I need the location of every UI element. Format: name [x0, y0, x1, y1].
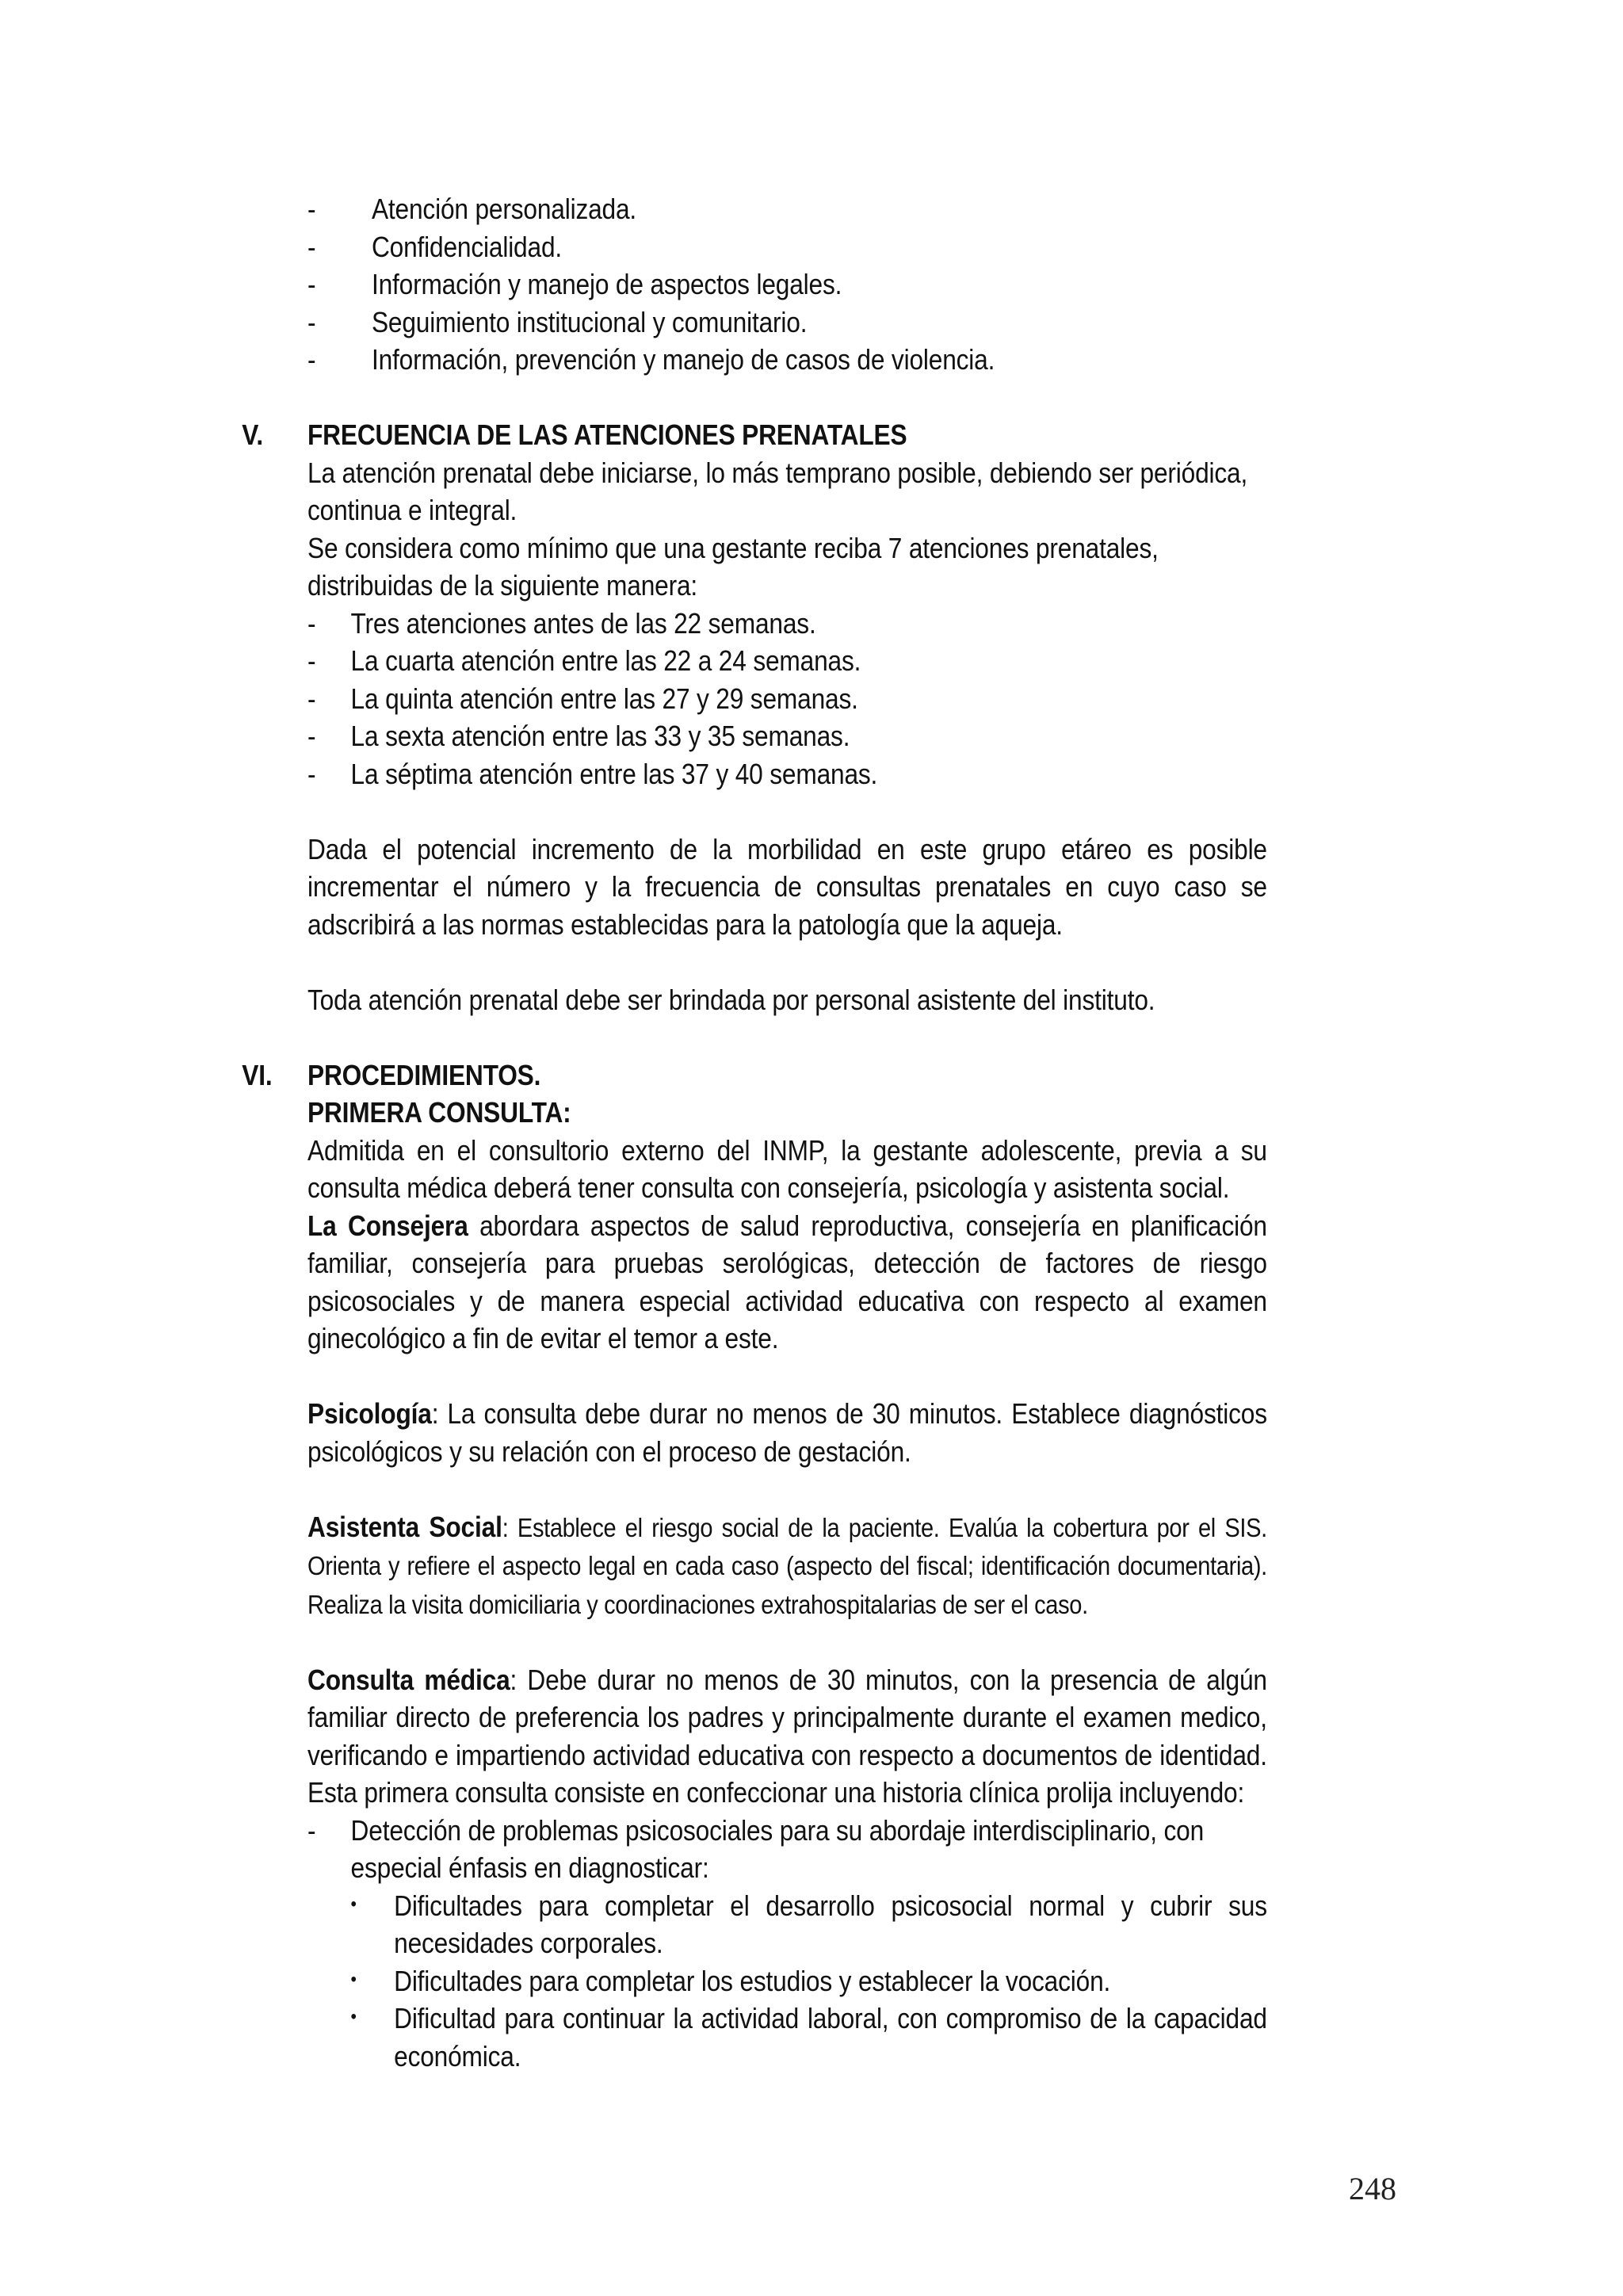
- section-vi: [242, 1056, 1267, 2076]
- paragraph: Admitida en el consultorio externo del INMP, la gestante adolescente, previa a su consulta médica deberá tener consulta con consejería, psicología y asistenta social.: [307, 1133, 1267, 1204]
- list-item: - Información y manejo de aspectos legales.: [307, 266, 1267, 304]
- psicologia-label: Psicología: [307, 1397, 432, 1430]
- paragraph-asistenta: [307, 1508, 1267, 1624]
- section-v: [242, 416, 1267, 1018]
- paragraph: Se considera como mínimo que una gestante reciba 7 atenciones prenatales, distribuidas de la siguiente manera:: [307, 531, 1159, 602]
- consulta-label: Consulta médica: [307, 1663, 510, 1696]
- spacer: [307, 943, 1267, 981]
- spacer: [307, 1358, 1267, 1396]
- consejera-label: La Consejera: [307, 1209, 468, 1242]
- section-title: FRECUENCIA DE LAS ATENCIONES PRENATALES: [307, 418, 907, 451]
- page-number: 248: [1349, 2171, 1396, 2206]
- spacer: [307, 379, 1267, 417]
- paragraph: Toda atención prenatal debe ser brindada por personal asistente del instituto.: [307, 983, 1155, 1016]
- list-item: - Tres atenciones antes de las 22 semanas.: [307, 605, 1267, 643]
- psicologia-text: : La consulta debe durar no menos de 30 minutos. Establece diagnósticos psicológicos y su relación con el proceso de gestación.: [307, 1397, 1267, 1468]
- list-item: - La sexta atención entre las 33 y 35 semanas.: [307, 717, 1267, 755]
- list-item: - Seguimiento institucional y comunitario.: [307, 304, 1267, 342]
- list-item: - La quinta atención entre las 27 y 29 semanas.: [307, 680, 1267, 718]
- consulta-text: : Debe durar no menos de 30 minutos, con la presencia de algún familiar directo de preferencia los padres y principalmente durante el examen medico, verificando e impartiendo actividad educativa con respecto a documentos de identidad. Esta primera consulta consiste en confeccionar una historia clínica prolija incluyendo:: [307, 1663, 1267, 1809]
- list-item: - Atención personalizada.: [307, 190, 1267, 228]
- paragraph-consejera: [307, 1207, 1267, 1358]
- section-number: V.: [242, 418, 263, 451]
- paragraph: La atención prenatal debe iniciarse, lo más temprano posible, debiendo ser periódica, continua e integral.: [307, 456, 1248, 526]
- bullet-item: • Dificultades para completar el desarrollo psicosocial normal y cubrir sus necesidades corporales.: [307, 1887, 1267, 1962]
- section-number: VI.: [242, 1058, 273, 1091]
- list-item: - Información, prevención y manejo de casos de violencia.: [307, 341, 1267, 379]
- list-item: - Detección de problemas psicosociales para su abordaje interdisciplinario, con especial énfasis en diagnosticar:: [307, 1812, 1267, 1887]
- asistenta-text: : Establece el riesgo social de la paciente. Evalúa la cobertura por el SIS. Orienta y refiere el aspecto legal en cada caso (aspecto del fiscal; identificación documentaria). Realiza la visita domiciliaria y coordinaciones extrahospitalarias de ser el caso.: [307, 1512, 1267, 1619]
- section-title: PROCEDIMIENTOS.: [307, 1058, 541, 1091]
- spacer: [307, 793, 1267, 831]
- spacer: [307, 1470, 1267, 1508]
- list-item: - Confidencialidad.: [307, 228, 1267, 266]
- asistenta-label: Asistenta Social: [307, 1510, 502, 1543]
- spacer: [307, 1623, 1267, 1661]
- spacer: [307, 1018, 1267, 1056]
- page-content: [242, 190, 1267, 2075]
- section-subtitle: PRIMERA CONSULTA:: [307, 1096, 571, 1129]
- bullet-item: • Dificultad para continuar la actividad laboral, con compromiso de la capacidad económica.: [307, 2000, 1267, 2075]
- paragraph-psicologia: [307, 1395, 1267, 1470]
- paragraph-consulta: [307, 1661, 1267, 1812]
- list-item: - La séptima atención entre las 37 y 40 semanas.: [307, 755, 1267, 793]
- consejera-text: abordara aspectos de salud reproductiva, consejería en planificación familiar, consejería para pruebas serológicas, detección de factores de riesgo psicosociales y de manera especial actividad educativa con respecto al examen ginecológico a fin de evitar el temor a este.: [307, 1209, 1267, 1354]
- bullet-item: • Dificultades para completar los estudios y establecer la vocación.: [307, 1962, 1267, 2000]
- list-item: - La cuarta atención entre las 22 a 24 semanas.: [307, 642, 1267, 680]
- paragraph: Dada el potencial incremento de la morbilidad en este grupo etáreo es posible incrementar el número y la frecuencia de consultas prenatales en cuyo caso se adscribirá a las normas establecidas para la patología que la aqueja.: [307, 832, 1267, 941]
